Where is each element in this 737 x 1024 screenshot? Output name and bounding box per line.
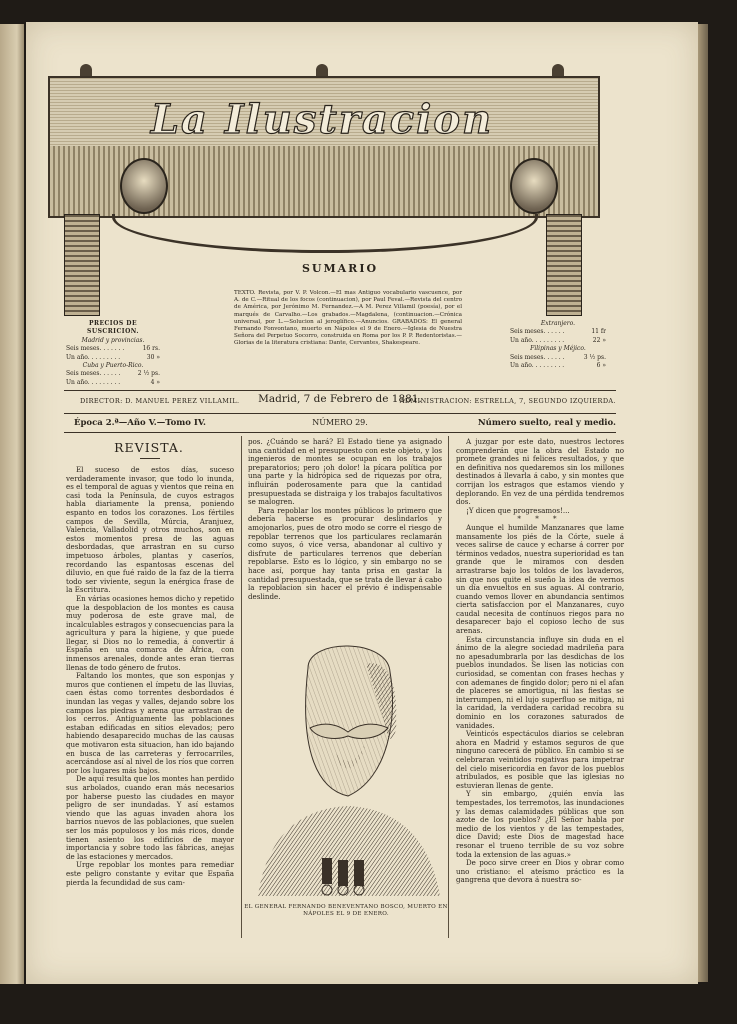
column-divider — [241, 436, 242, 938]
price-row: Seis meses. . . . . . 2 ½ ps. — [66, 370, 160, 378]
price-row: Seis meses. . . . . . . 16 rs. — [66, 345, 160, 353]
general-portrait-engraving — [248, 628, 448, 896]
medallion-portrait-left — [120, 158, 168, 214]
article-title: REVISTA. — [114, 440, 184, 455]
article-column-3 — [456, 438, 624, 885]
epoch-bar — [64, 418, 616, 432]
paragraph: El suceso de estos días, suceso verdaderamente invasor, que todo lo inunda, es el temporal de aguas y vientos que reina en casi toda la Península, de cuyos estragos habla diariamente la prensa, poniendo espanto en todos los corazones. Los fértiles campos de Sevilla, Múrcia, Aranjuez, Valencia, Valladolid y otros muchos, son en estos momentos presa de las aguas desbordadas, que arrastran en su curso impetuoso árboles, plantas y caseríos, recordando las espantosas escenas del diluvio, en que fué raido de la faz de la tierra todo ser viviente, segun la enérgica frase de la Escritura. — [66, 465, 234, 595]
paragraph: ¡Y dicen que progresamos!... — [466, 505, 570, 515]
paragraph: De poco sirve creer en Dios y obrar como uno cristiano: el ateísmo práctico es la gangrena que devora á nuestra so- — [456, 858, 624, 885]
price-row: Seis meses. . . . . . 11 fr — [510, 328, 606, 336]
adjacent-page-edge — [0, 24, 24, 984]
masthead-pillar-left — [64, 214, 100, 316]
epoch-volume: Época 2.ª—Año V.—Tomo IV. — [74, 418, 206, 428]
paragraph: pos. ¿Cuándo se hará? El Estado tiene ya asignado una cantidad en el presupuesto con este objeto, y los ingenieros de montes se ocupan en los trabajos preparatorios; pero ¡oh dolor! la pícara política por una parte y la hidrópica sed de riquezas por otra, influirán poderosamente para que la cantidad presupuestada se distraiga y los trabajos facultativos se malogren. — [248, 437, 442, 507]
paragraph: Faltando los montes, que son esponjas y muros que contienen el ímpetu de las lluvias, caen éstas como torrentes desbordados é inundan las vegas y valles, dejando sobre los campos las piedras y arena que arrastran de los cerros. Antiguamente las poblaciones estaban edificadas en sitios elevados; pero habiendo desaparecido muchas de las causas que motivaron esta situacion, han ido bajando en busca de las carreteras y ferrocarriles, acercándose así al nivel de los ríos que corren por los lugares más bajos. — [66, 671, 234, 775]
paragraph: En várias ocasiones hemos dicho y repetido que la despoblacion de los montes es causa muy poderosa de este grave mal, de incalculables estragos y consecuencias para la agricultura y para la higiene, y que puede llegar, si Dios no lo remedia, á convertir á España en una comarca de África, con inmensos arenales, donde antes eran tierras llenas de todo género de frutos. — [66, 593, 234, 672]
masthead — [42, 46, 602, 246]
page-binding-edge — [698, 24, 708, 982]
prices-region: Cuba y Puerto-Rico. — [82, 362, 144, 370]
price-row: Un año. . . . . . . . . 30 » — [66, 353, 160, 361]
price-row: Un año. . . . . . . . . 4 » — [66, 378, 160, 386]
paragraph: Aunque el humilde Manzanares que lame mansamente los piés de la Córte, suele á veces salirse de cauce y echarse á correr por términos vedados, nuestra superioridad es tan grande que le miramos con desden arrastrarse bajo los toldos de los lavaderos, sin que nos quite el sueño la idea de vernos un día envueltos en sus aguas. Al contrario, cuando vemos llover en abundancia sentimos cierta satisfaccion por el Manzanares, cuyo caudal necesita de contínuos riegos para no desaparecer bajo el copioso lecho de sus arenas. — [456, 522, 624, 636]
portrait-engraving-svg — [248, 628, 448, 896]
price-row: Seis meses. . . . . . 3 ½ ps. — [510, 353, 606, 361]
subscription-prices-domestic — [66, 320, 160, 387]
subscription-prices-foreign — [510, 320, 606, 370]
paragraph: A juzgar por este dato, nuestros lectores comprenderán que la obra del Estado no promete grandes ni felices resultados, y que en definitiva nos quedaremos sin los millones destinados á llevarla á cabo, y sin montes que corrijan los estragos que estamos viendo y deplorando. En vez de una pérdida tendremos dos. — [456, 437, 624, 507]
paragraph: Urge repoblar los montes para remediar este peligro constante y evitar que España pierda la fecundidad de sus cam- — [66, 860, 234, 887]
administration-line: ADMINISTRACION: ESTRELLA, 7, SEGUNDO IZQUIERDA. — [399, 397, 616, 405]
issue-number: NÚMERO 29. — [312, 418, 368, 427]
info-bar — [64, 392, 616, 410]
column-divider — [448, 436, 449, 938]
paragraph: Veinticós espectáculos diarios se celebran ahora en Madrid y estamos seguros de que ninguno carecerá de público. En cambio si se celebraran veintidos rogativas para impetrar del cielo misericordia en favor de los pueblos atribulados, es posible que las iglesias no estuvieran llenas de gente. — [456, 729, 624, 790]
prices-region: Filipinas y Méjico. — [530, 345, 586, 353]
price-row: Un año. . . . . . . . . 22 » — [510, 336, 606, 344]
paragraph: Para repoblar los montes públicos lo primero que debería hacerse es procurar deslindarlos y amojonarlos, pues de otro modo se corre el riesgo de repoblar terrenos que los particulares reclamarán como suyos, ó vice versa, abandonar al cultivo y disfrute de particulares terrenos que deberían repoblarse. Esto es lo lógico, y sin embargo no se hace así, porque hay tanta prisa en gastar la cantidad presupuestada, que se trata de llevar á cabo la repoblacion sin hacer el prévio é indispensable deslinde. — [248, 505, 442, 601]
article-column-1 — [66, 466, 234, 887]
prices-region: Madrid y provincias. — [81, 336, 145, 344]
paragraph: Esta circunstancia influye sin duda en el ánimo de la alegre sociedad madrileña para no apesadumbrarla por las desdichas de los pueblos inundados. Se lisen las noticias con curiosidad, se comentan con frases hechas y con ademanes de fingido dolor; pero ni el afan de placeres se amortigua, ni las fiestas se interrumpen, ni el lujo superfluo se mitiga, ni la caridad, la verdadera caridad recobra su dominio en los corazones saturados de vanidades. — [456, 634, 624, 730]
divider-rule — [64, 432, 616, 433]
prices-heading: PRECIOS DE SUSCRICION. — [87, 320, 139, 336]
medallion-portrait-right — [510, 158, 558, 214]
issue-date: Madrid, 7 de Febrero de 1881. — [258, 393, 422, 405]
paragraph: De aquí resulta que los montes han perdido sus arbolados, cuando eran más necesarios por haberse puesto las ciudades en mayor peligro de ser inundadas. Y así estamos viendo que las aguas invaden ahora los barrios nuevos de las poblaciones, que suelen ser los más populosos y los más ricos, donde tienen asiento los edificios de mayor importancia y sobre todo las fábricas, anejas de las estaciones y mercados. — [66, 774, 234, 861]
portrait-caption: EL GENERAL FERNANDO BENEVENTANO BOSCO, MUERTO EN NÁPOLES EL 9 DE ENERO. — [244, 904, 448, 917]
sumario-text: TEXTO. Revista, por V. P. Volcon.—El mas Antiguo vocabulario vascuence, por A. de C.—Ritual de los focos (continuacion), por Paul Feval.—Revista del centro de América, por Jerónimo M. Fernandez.—A M. Perez Villamil (poesía), por el marqués de Carvalho.—Los grabados.—Magdalena, (continuacion.—Crónica universal, por L.—Solucion al jeroglífico.—Anuncios. GRABADOS: El general Fernando Fonvontano, muerto en Nápoles el 9 de Enero.—Iglesia de Nuestra Señora del Perpetuo Socorro, construida en Roma por los P. P. Redentoristas.—Glorias de la literatura cristiana: Dante, Cervantes, Shakespeare. — [234, 290, 462, 347]
sumario-heading: SUMARIO — [301, 262, 379, 275]
price-row: Un año. . . . . . . . . 6 » — [510, 362, 606, 370]
masthead-pillar-right — [546, 214, 582, 316]
director-line: DIRECTOR: D. MANUEL PEREZ VILLAMIL. — [80, 397, 240, 405]
divider-rule — [64, 390, 616, 391]
article-column-2 — [248, 438, 442, 601]
paragraph: Y sin embargo, ¿quién envía las tempestades, los terremotos, las inundaciones y las demas calamidades públicas que son azote de los pueblos? ¿El Señor habla por medio de los vientos y de las tempestades, dice David; este Dios de magestad hace resonar el trueno terrible de su voz sobre toda la extension de las aguas.» — [456, 789, 624, 859]
section-separator: * * * — [517, 514, 563, 524]
newspaper-title: La Ilustracion — [150, 96, 494, 143]
divider-rule — [64, 413, 616, 414]
single-copy-price: Número suelto, real y medio. — [477, 418, 616, 428]
title-rule — [140, 458, 160, 459]
prices-heading: Extranjero. — [540, 320, 576, 327]
